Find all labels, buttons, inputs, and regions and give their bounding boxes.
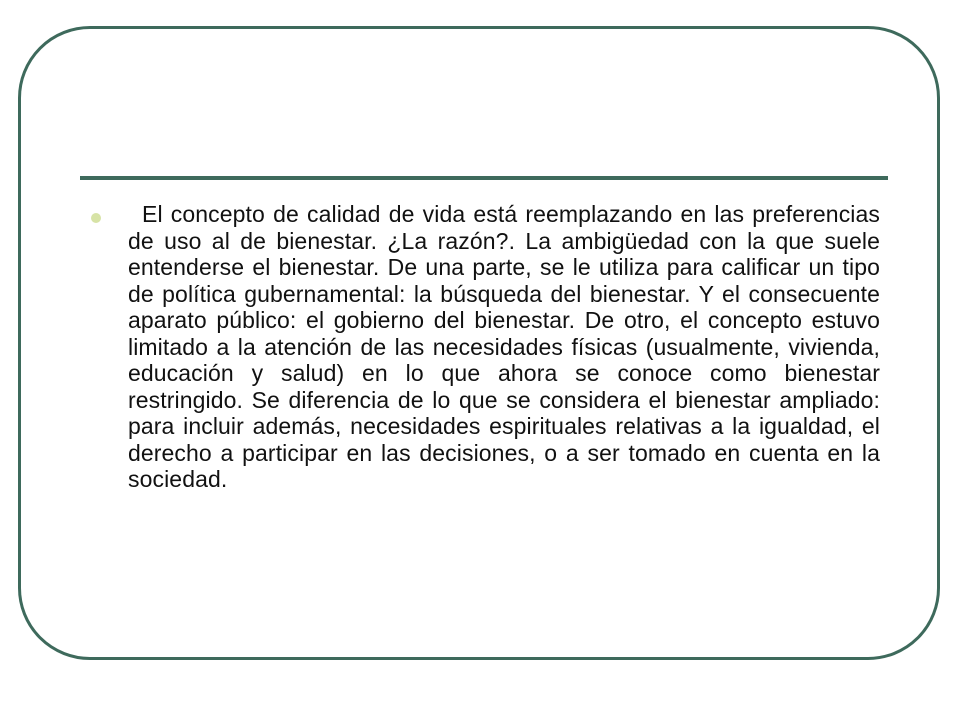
bullet-icon (91, 213, 101, 223)
bullet-text: El concepto de calidad de vida está reemplazando en las preferencias de uso al de bienestar. ¿La razón?. La ambigüedad con la que suele entenderse el bienestar. De una parte, se le utiliza para calificar un tipo de política gubernamental: la búsqueda del bienestar. Y el consecuente aparato público: el gobierno del bienestar. De otro, el concepto estuvo limitado a la atención de las necesidades físicas (usualmente, vivienda, educación y salud) en lo que ahora se conoce como bienestar restringido. Se diferencia de lo que se considera el bienestar ampliado: para incluir además, necesidades espirituales relativas a la igualdad, el derecho a participar en las decisiones, o a ser tomado en cuenta en la sociedad. (128, 201, 880, 492)
bullet-paragraph (128, 201, 880, 493)
title-divider (80, 176, 888, 180)
